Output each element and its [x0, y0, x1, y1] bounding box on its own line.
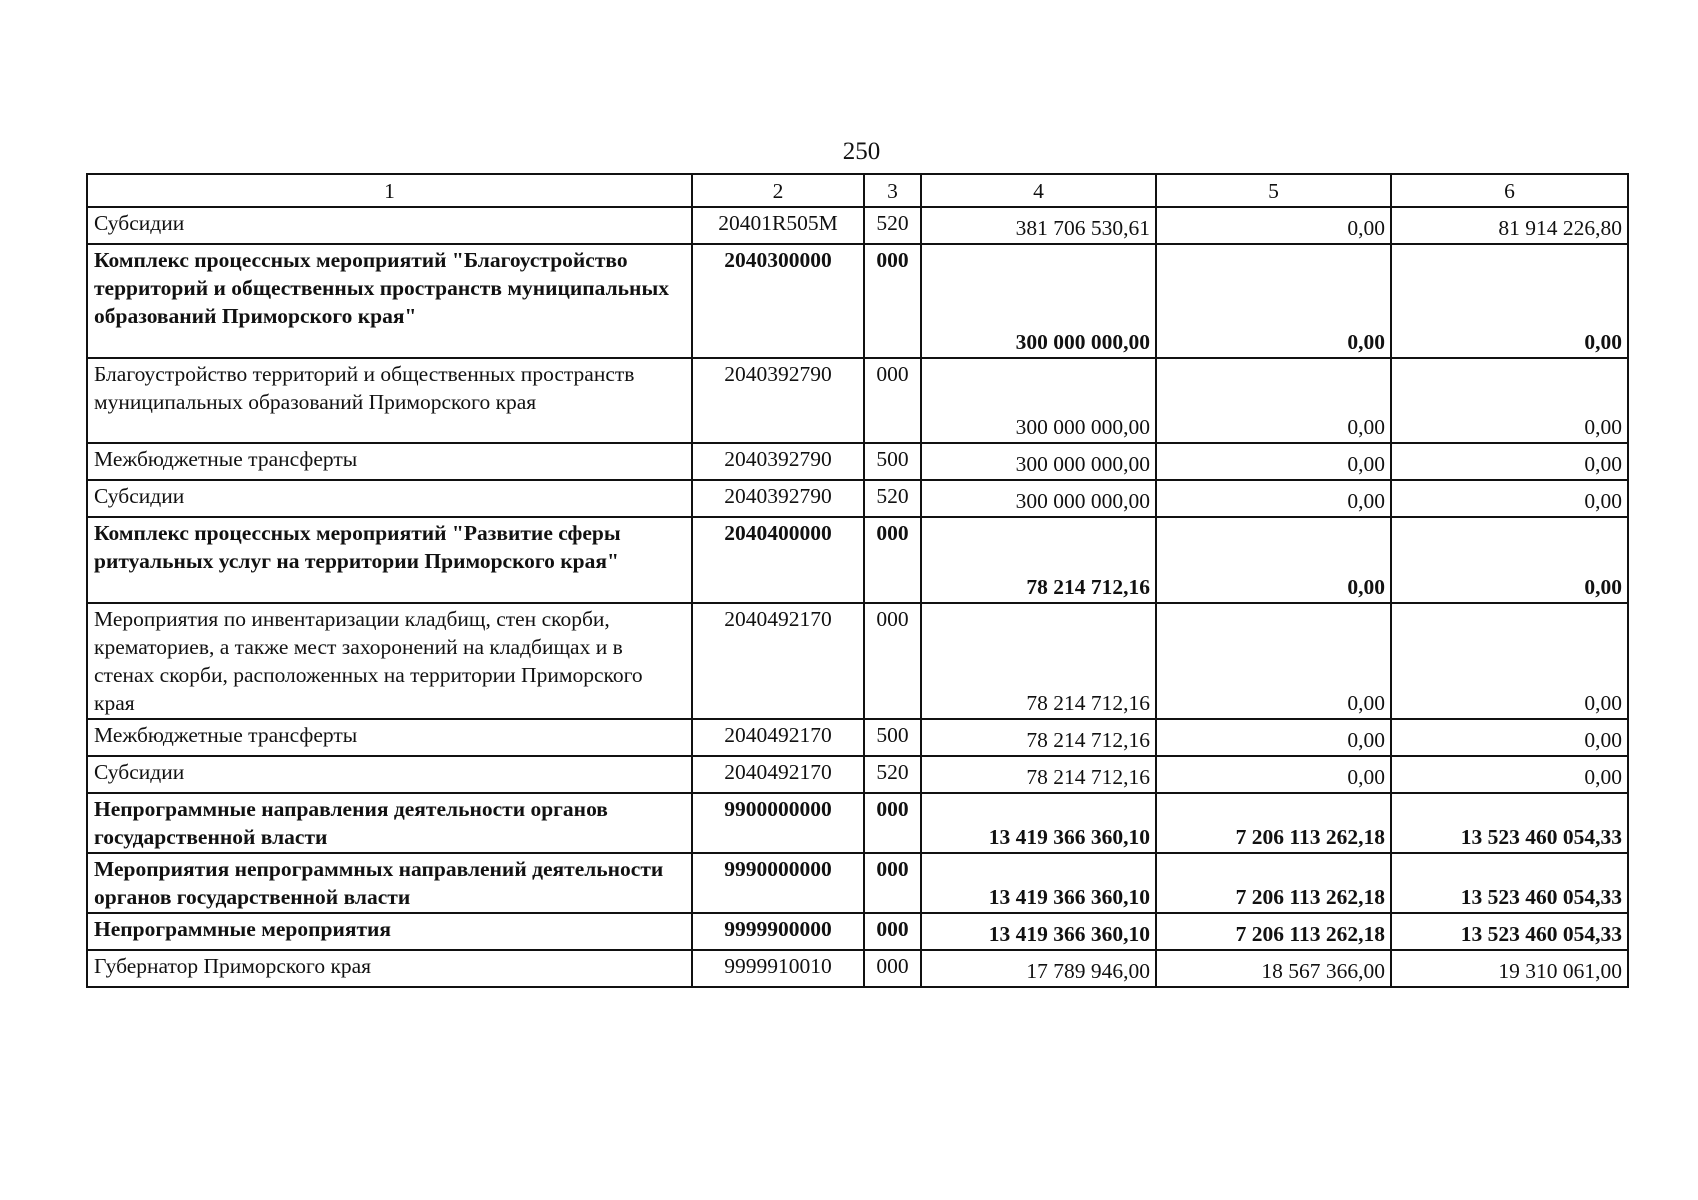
row-value-col5: 0,00 [1156, 207, 1391, 244]
table-row [87, 207, 1628, 244]
row-value-col4: 13 419 366 360,10 [921, 913, 1156, 950]
row-code: 2040392790 [692, 480, 864, 517]
row-value-col6: 13 523 460 054,33 [1391, 913, 1628, 950]
table-row [87, 443, 1628, 480]
row-expense-type: 520 [864, 756, 921, 793]
row-name: Межбюджетные трансферты [87, 443, 692, 480]
table-row [87, 480, 1628, 517]
column-header: 4 [921, 174, 1156, 207]
row-name: Мероприятия непрограммных направлений деятельности органов государственной власти [87, 853, 692, 913]
row-value-col6: 0,00 [1391, 517, 1628, 603]
row-code: 9900000000 [692, 793, 864, 853]
table-row [87, 517, 1628, 603]
row-name: Комплекс процессных мероприятий "Развитие сферы ритуальных услуг на территории Приморского края" [87, 517, 692, 603]
row-code: 2040492170 [692, 603, 864, 719]
row-value-col4: 300 000 000,00 [921, 443, 1156, 480]
row-value-col5: 18 567 366,00 [1156, 950, 1391, 987]
row-value-col6: 81 914 226,80 [1391, 207, 1628, 244]
row-code: 2040400000 [692, 517, 864, 603]
row-expense-type: 500 [864, 443, 921, 480]
row-name: Межбюджетные трансферты [87, 719, 692, 756]
row-name: Губернатор Приморского края [87, 950, 692, 987]
budget-table [86, 173, 1629, 988]
column-header: 2 [692, 174, 864, 207]
row-value-col5: 0,00 [1156, 603, 1391, 719]
table-row [87, 719, 1628, 756]
row-code: 20401R505M [692, 207, 864, 244]
row-expense-type: 000 [864, 853, 921, 913]
row-value-col5: 0,00 [1156, 244, 1391, 358]
row-name: Непрограммные направления деятельности органов государственной власти [87, 793, 692, 853]
row-name: Непрограммные мероприятия [87, 913, 692, 950]
row-value-col4: 17 789 946,00 [921, 950, 1156, 987]
row-value-col4: 78 214 712,16 [921, 517, 1156, 603]
row-code: 2040300000 [692, 244, 864, 358]
row-code: 2040492170 [692, 756, 864, 793]
row-value-col5: 0,00 [1156, 358, 1391, 443]
row-value-col4: 78 214 712,16 [921, 719, 1156, 756]
row-value-col6: 19 310 061,00 [1391, 950, 1628, 987]
row-expense-type: 000 [864, 913, 921, 950]
row-value-col6: 13 523 460 054,33 [1391, 853, 1628, 913]
table-row [87, 853, 1628, 913]
table-row [87, 913, 1628, 950]
row-name: Субсидии [87, 207, 692, 244]
row-value-col5: 0,00 [1156, 443, 1391, 480]
row-value-col5: 0,00 [1156, 719, 1391, 756]
row-value-col5: 7 206 113 262,18 [1156, 913, 1391, 950]
row-value-col6: 0,00 [1391, 244, 1628, 358]
row-value-col6: 0,00 [1391, 358, 1628, 443]
row-value-col6: 0,00 [1391, 719, 1628, 756]
column-header: 6 [1391, 174, 1628, 207]
row-value-col4: 13 419 366 360,10 [921, 853, 1156, 913]
row-name: Субсидии [87, 480, 692, 517]
row-name: Мероприятия по инвентаризации кладбищ, стен скорби, крематориев, а также мест захоронений на кладбищах и в стенах скорби, расположенных на территории Приморского края [87, 603, 692, 719]
row-value-col4: 300 000 000,00 [921, 480, 1156, 517]
row-name: Комплекс процессных мероприятий "Благоустройство территорий и общественных пространств муниципальных образований Приморского края" [87, 244, 692, 358]
row-value-col5: 0,00 [1156, 517, 1391, 603]
row-value-col4: 300 000 000,00 [921, 358, 1156, 443]
row-value-col6: 0,00 [1391, 603, 1628, 719]
row-value-col6: 0,00 [1391, 756, 1628, 793]
row-expense-type: 520 [864, 207, 921, 244]
row-value-col4: 13 419 366 360,10 [921, 793, 1156, 853]
row-value-col4: 381 706 530,61 [921, 207, 1156, 244]
column-header: 5 [1156, 174, 1391, 207]
row-code: 2040492170 [692, 719, 864, 756]
row-value-col6: 13 523 460 054,33 [1391, 793, 1628, 853]
row-code: 9999910010 [692, 950, 864, 987]
row-code: 2040392790 [692, 443, 864, 480]
table-row [87, 950, 1628, 987]
row-expense-type: 000 [864, 517, 921, 603]
page-number: 250 [842, 138, 881, 165]
table-row [87, 756, 1628, 793]
row-expense-type: 500 [864, 719, 921, 756]
row-expense-type: 000 [864, 603, 921, 719]
row-expense-type: 000 [864, 793, 921, 853]
table-row [87, 358, 1628, 443]
row-expense-type: 000 [864, 950, 921, 987]
table-header-row [87, 174, 1628, 207]
table-row [87, 603, 1628, 719]
row-value-col5: 7 206 113 262,18 [1156, 853, 1391, 913]
row-value-col4: 78 214 712,16 [921, 603, 1156, 719]
row-value-col5: 7 206 113 262,18 [1156, 793, 1391, 853]
row-code: 9999900000 [692, 913, 864, 950]
row-name: Благоустройство территорий и общественных пространств муниципальных образований Приморского края [87, 358, 692, 443]
row-value-col5: 0,00 [1156, 480, 1391, 517]
row-value-col4: 78 214 712,16 [921, 756, 1156, 793]
row-name: Субсидии [87, 756, 692, 793]
row-expense-type: 000 [864, 358, 921, 443]
column-header: 3 [864, 174, 921, 207]
column-header: 1 [87, 174, 692, 207]
row-value-col5: 0,00 [1156, 756, 1391, 793]
row-expense-type: 000 [864, 244, 921, 358]
row-value-col4: 300 000 000,00 [921, 244, 1156, 358]
table-row [87, 793, 1628, 853]
row-code: 9990000000 [692, 853, 864, 913]
row-expense-type: 520 [864, 480, 921, 517]
row-value-col6: 0,00 [1391, 480, 1628, 517]
row-value-col6: 0,00 [1391, 443, 1628, 480]
row-code: 2040392790 [692, 358, 864, 443]
table-row [87, 244, 1628, 358]
